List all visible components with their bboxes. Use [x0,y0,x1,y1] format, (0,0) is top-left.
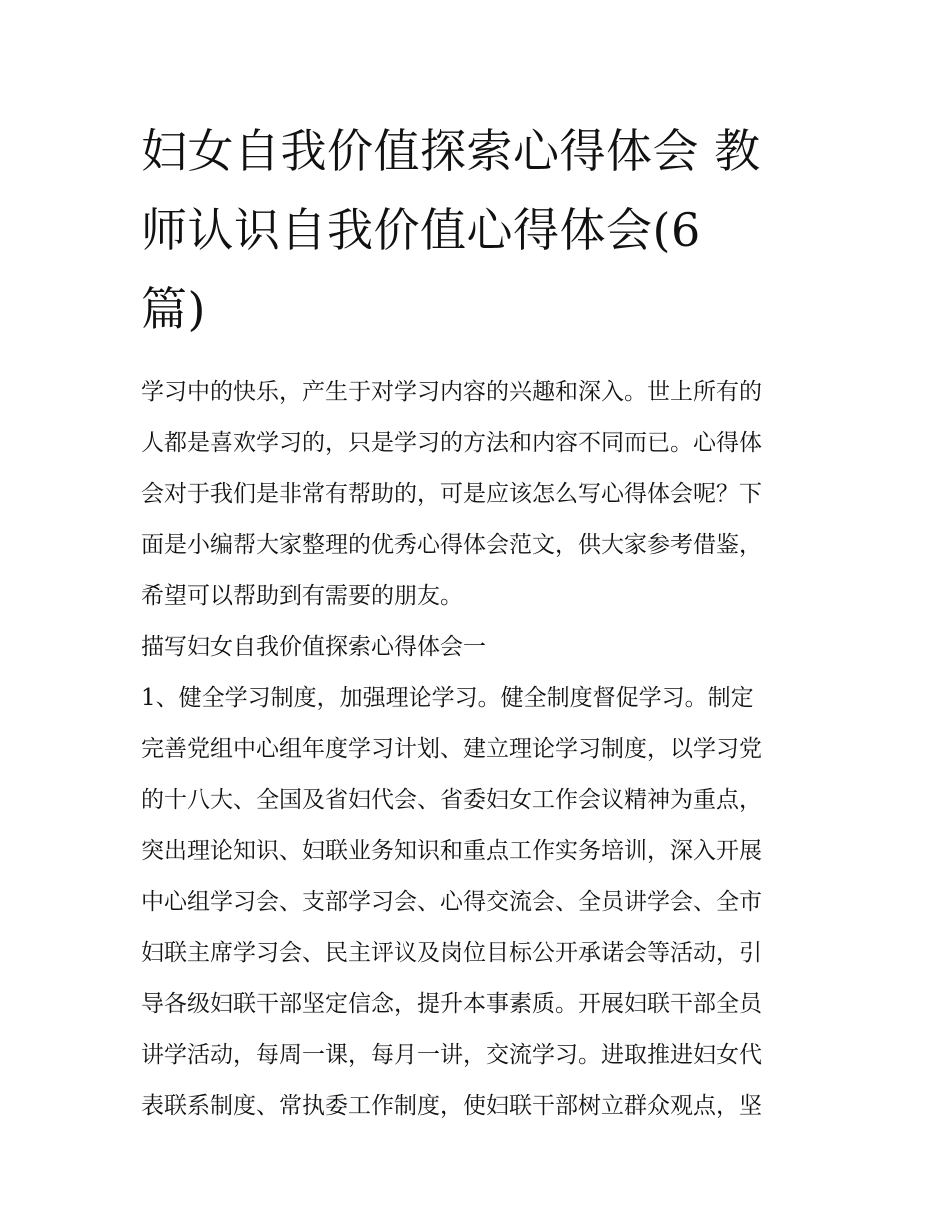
text-line: 人都是喜欢学习的，只是学习的方法和内容不同而已。心得体 [141,430,762,456]
section-heading [141,622,813,673]
section-heading-text: 描写妇女自我价值探索心得体会一 [141,634,486,660]
text-line: 导各级妇联干部坚定信念，提升本事素质。开展妇联干部全员 [141,991,762,1017]
title-line: 妇女自我价值探索心得体会 教 [141,124,761,178]
intro-paragraph [141,367,813,622]
text-line: 完善党组中心组年度学习计划、建立理论学习制度，以学习党 [141,736,762,762]
text-line: 的十八大、全国及省妇代会、省委妇女工作会议精神为重点， [141,787,762,813]
document-title [141,112,813,349]
text-line: 面是小编帮大家整理的优秀心得体会范文，供大家参考借鉴， [141,532,762,558]
text-line: 希望可以帮助到有需要的朋友。 [141,583,463,609]
text-line: 会对于我们是非常有帮助的，可是应该怎么写心得体会呢？下 [141,481,762,507]
title-line: 篇) [141,282,206,336]
text-line: 学习中的快乐，产生于对学习内容的兴趣和深入。世上所有的 [141,379,762,405]
text-line: 讲学活动，每周一课，每月一讲，交流学习。进取推进妇女代 [141,1042,762,1068]
title-line: 师认识自我价值心得体会(6 [141,203,701,257]
text-line: 妇联主席学习会、民主评议及岗位目标公开承诺会等活动，引 [141,940,762,966]
document-page [141,112,813,1132]
item-paragraph [141,673,813,1132]
text-line: 表联系制度、常执委工作制度，使妇联干部树立群众观点，坚 [141,1093,762,1119]
text-line: 突出理论知识、妇联业务知识和重点工作实务培训，深入开展 [141,838,762,864]
text-line: 中心组学习会、支部学习会、心得交流会、全员讲学会、全市 [141,889,762,915]
text-line: 1、健全学习制度，加强理论学习。健全制度督促学习。制定 [141,685,754,711]
document-body [141,367,813,1132]
